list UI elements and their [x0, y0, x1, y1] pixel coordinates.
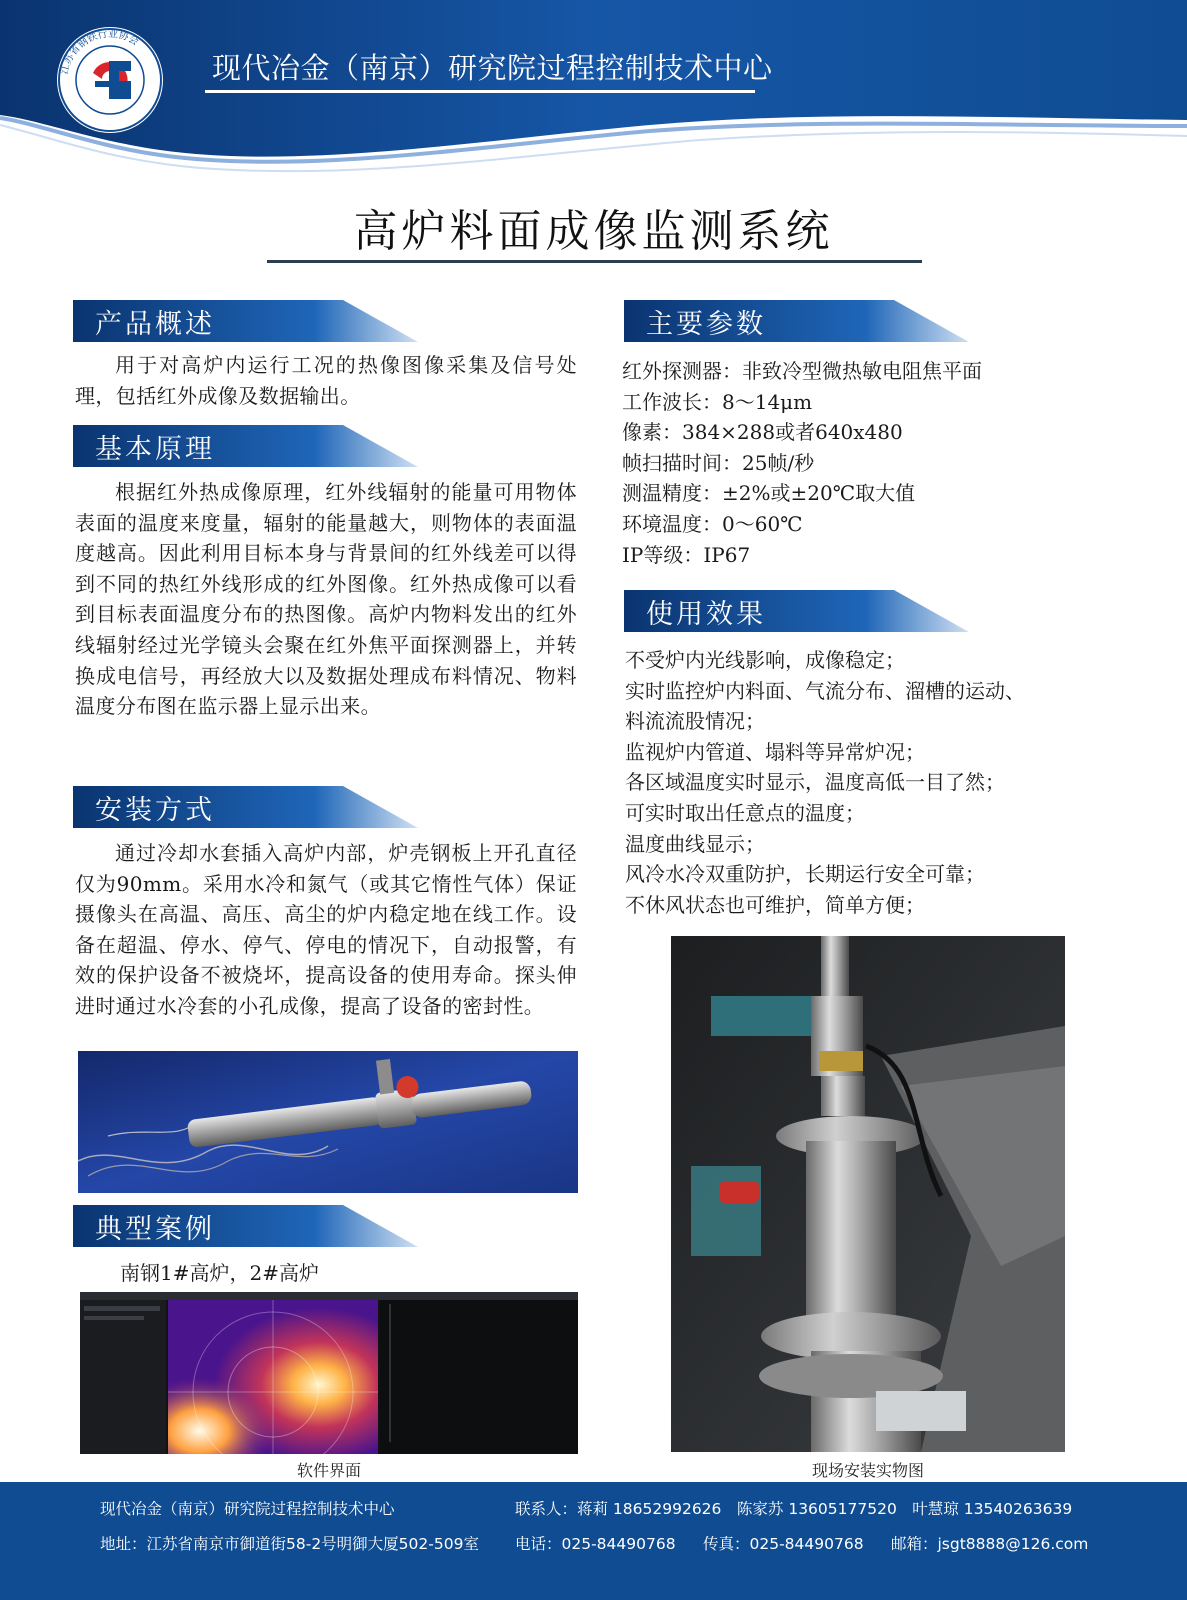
section-heading: 产品概述 [95, 309, 215, 340]
param-item: 帧扫描时间：25帧/秒 [622, 450, 815, 475]
installation-text: 通过冷却水套插入高炉内部，炉壳钢板上开孔直径仅为90mm。采用水冷和氮气（或其它惰性气体）保证摄像头在高温、高压、高尘的炉内稳定地在线工作。设备在超温、停水、停气、停电的情况下，自动报警，有效的保护设备不被烧坏，提高设备的使用寿命。探头伸进时通过水冷套的小孔成像，提高了设备的密封性。 [75, 841, 577, 1018]
section-header-principle [73, 425, 423, 467]
org-title: 现代冶金（南京）研究院过程控制技术中心 [212, 51, 773, 85]
case-description: 南钢1#高炉，2#高炉 [120, 1261, 319, 1285]
param-item: 像素：384×288或者640x480 [622, 420, 903, 445]
section-heading: 典型案例 [95, 1214, 215, 1245]
param-item: 测温精度：±2%或±20℃取大值 [622, 481, 916, 506]
section-header-params [624, 300, 974, 342]
software-screenshot [80, 1292, 578, 1454]
footer-org: 现代冶金（南京）研究院过程控制技术中心 [100, 1500, 395, 1518]
section-heading: 基本原理 [95, 434, 215, 465]
section-header-installation [73, 786, 423, 828]
effect-item: 料流流股情况； [625, 709, 765, 734]
page-header [0, 0, 1187, 185]
effect-item: 风冷水冷双重防护，长期运行安全可靠； [625, 862, 985, 887]
title-divider [267, 260, 922, 263]
effect-item: 温度曲线显示； [625, 831, 765, 856]
effect-item: 不受炉内光线影响，成像稳定； [625, 648, 905, 672]
effect-item: 可实时取出任意点的温度； [625, 800, 865, 825]
effect-item: 监视炉内管道、塌料等异常炉况； [625, 739, 925, 764]
footer-address: 地址：江苏省南京市御道街58-2号明御大厦502-509室 [100, 1535, 479, 1553]
principle-text: 根据红外热成像原理，红外线辐射的能量可用物体表面的温度来度量，辐射的能量越大，则物体的表面温度越高。因此利用目标本身与背景间的红外线差可以得到不同的热红外线形成的红外图像。红外热成像可以看到目标表面温度分布的热图像。高炉内物料发出的红外线辐射经过光学镜头会聚在红外焦平面探测器上，并转换成电信号，再经放大以及数据处理成布料情况、物料温度分布图在监示器上显示出来。 [75, 480, 577, 719]
svg-text:江苏省钢铁行业协会: 江苏省钢铁行业协会 [59, 28, 141, 76]
installation-photo-caption: 现场安装实物图 [811, 1461, 924, 1480]
footer-email: 邮箱：jsgt8888@126.com [891, 1535, 1089, 1553]
association-logo [55, 25, 165, 135]
param-item: 环境温度：0～60℃ [622, 511, 803, 536]
param-item: 工作波长：8～14μm [622, 389, 813, 414]
param-item: 红外探测器：非致冷型微热敏电阻焦平面 [622, 359, 982, 383]
footer-phone: 电话：025-84490768 [515, 1535, 676, 1553]
probe-photo [78, 1051, 578, 1193]
section-header-effects [624, 590, 974, 632]
installation-photo [671, 936, 1065, 1452]
section-header-cases [73, 1205, 423, 1247]
footer-contacts: 联系人：蒋莉 18652992626 陈家苏 13605177520 叶慧琼 13540263639 [515, 1500, 1073, 1518]
effects-list [625, 645, 1025, 920]
effect-item: 不休风状态也可维护，简单方便； [625, 892, 925, 917]
effect-item: 各区域温度实时显示，温度高低一目了然； [625, 770, 1005, 795]
section-heading: 主要参数 [646, 309, 766, 340]
org-title-underline [205, 90, 755, 93]
param-item: IP等级：IP67 [622, 542, 751, 567]
effect-item: 实时监控炉内料面、气流分布、溜槽的运动、 [625, 678, 1025, 703]
software-caption: 软件界面 [296, 1461, 361, 1480]
section-heading: 安装方式 [95, 795, 215, 826]
page-title: 高炉料面成像监测系统 [353, 206, 834, 257]
params-list [622, 356, 982, 570]
section-heading: 使用效果 [646, 599, 766, 630]
overview-text: 用于对高炉内运行工况的热像图像采集及信号处理，包括红外成像及数据输出。 [75, 353, 577, 408]
footer-fax: 传真：025-84490768 [703, 1535, 864, 1553]
section-header-overview [73, 300, 423, 342]
page-footer [0, 1482, 1187, 1600]
